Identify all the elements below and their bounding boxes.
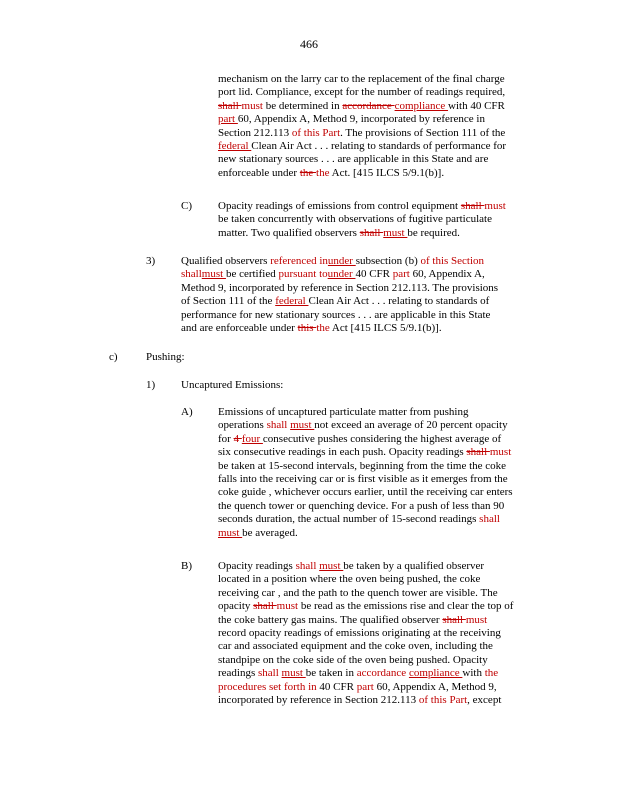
text-run: opacity xyxy=(218,600,254,613)
inserted-text: part xyxy=(392,268,413,281)
section-heading-pushing: Pushing: xyxy=(146,351,185,363)
text-run: be taken concurrently with observations of fugitive particulate xyxy=(218,213,492,226)
text-line xyxy=(218,100,506,113)
text-line xyxy=(218,86,506,99)
inserted-underlined-text: part xyxy=(218,113,238,126)
text-run: , except xyxy=(467,694,502,707)
text-line xyxy=(218,406,513,419)
text-line xyxy=(218,627,513,640)
paragraph-c-upper xyxy=(218,200,506,240)
text-line xyxy=(218,460,513,473)
inserted-text: referenced in xyxy=(270,255,328,267)
paragraph-b xyxy=(218,560,513,707)
item-label-3: 3) xyxy=(146,255,156,267)
text-run: seconds duration, the actual number of 15-second readings xyxy=(218,513,480,526)
text-run: car and associated equipment and the coke oven, including the xyxy=(218,640,493,653)
inserted-text: must xyxy=(276,600,299,613)
text-run: Qualified observers xyxy=(181,255,271,267)
item-label-1: 1) xyxy=(146,379,156,391)
text-line xyxy=(218,473,513,486)
text-run: consecutive pushes considering the highest average of xyxy=(262,432,502,445)
text-line xyxy=(218,527,513,540)
text-line xyxy=(218,167,506,180)
text-run: Section 212.113 xyxy=(218,126,292,139)
inserted-text: of this Part xyxy=(418,694,468,707)
text-run: 60, Appendix A, xyxy=(412,268,485,281)
text-line xyxy=(218,667,513,680)
text-line xyxy=(218,419,513,432)
text-run: Method 9, incorporated by reference in Section 212.113. The provisions xyxy=(181,281,499,294)
text-run: located in a position where the oven being pushed, the coke xyxy=(218,573,481,586)
text-run: with xyxy=(462,667,485,680)
text-run: and are enforceable under xyxy=(181,322,298,335)
text-line xyxy=(218,500,513,513)
text-run: be taken by a qualified observer xyxy=(343,560,485,572)
item-label-c-lower: c) xyxy=(109,351,118,363)
inserted-text: shall xyxy=(266,419,291,432)
text-run: receiving car , and the path to the quench tower are visible. The xyxy=(218,586,498,599)
text-line xyxy=(181,282,498,295)
text-run: 60, Appendix A, Method 9, xyxy=(376,680,497,693)
inserted-text: the xyxy=(484,667,499,680)
item-label-b: B) xyxy=(181,560,192,572)
deleted-text: shall xyxy=(460,200,485,212)
text-line xyxy=(218,213,506,226)
text-run: be taken at 15-second intervals, beginning from the time the coke xyxy=(218,459,507,472)
text-run: enforceable under xyxy=(218,166,300,179)
inserted-underlined-text: federal xyxy=(275,295,309,308)
text-run: Emissions of uncaptured particulate matter from pushing xyxy=(218,406,469,418)
text-run: be required. xyxy=(407,226,460,239)
inserted-text: accordance xyxy=(356,667,409,680)
text-line xyxy=(181,309,498,322)
text-run: Opacity readings xyxy=(218,560,296,572)
text-run: for xyxy=(218,432,234,445)
item-label-c-upper: C) xyxy=(181,200,192,212)
text-run: mechanism on the larry car to the replacement of the final charge xyxy=(218,73,505,85)
inserted-underlined-text: federal xyxy=(218,140,252,153)
text-run: 40 CFR xyxy=(316,680,357,693)
text-line xyxy=(218,600,513,613)
text-run: Clean Air Act . . . relating to standards of xyxy=(308,295,490,308)
inserted-underlined-text: compliance xyxy=(408,667,463,680)
text-run: with 40 CFR xyxy=(448,99,505,112)
text-run: be certified xyxy=(225,268,279,281)
inserted-text: shall xyxy=(181,268,202,281)
text-run: incorporated by reference in Section 212.113 xyxy=(218,694,419,707)
inserted-underlined-text: must xyxy=(218,526,243,539)
text-line xyxy=(218,140,506,153)
text-run: the quench tower or quenching device. For a push of less than 90 xyxy=(218,499,505,512)
inserted-underlined-text: must xyxy=(383,226,408,239)
text-run: of Section 111 of the xyxy=(181,295,276,308)
text-line xyxy=(218,513,513,526)
text-run: the coke battery gas mains. The qualified observer xyxy=(218,613,443,626)
deleted-text: this xyxy=(297,322,317,335)
text-line xyxy=(218,560,513,573)
text-line xyxy=(218,446,513,459)
text-run: readings xyxy=(218,667,259,680)
inserted-text: must xyxy=(484,200,506,212)
inserted-underlined-text: must xyxy=(201,268,226,281)
text-line xyxy=(218,654,513,667)
text-line xyxy=(218,694,513,707)
inserted-underlined-text: must xyxy=(319,560,344,572)
text-line xyxy=(181,255,498,268)
inserted-text: shall xyxy=(295,560,320,572)
text-run: record opacity readings of emissions originating at the receiving xyxy=(218,627,501,640)
inserted-underlined-text: must xyxy=(281,667,306,680)
deleted-text: accordance xyxy=(342,99,395,112)
paragraph-3 xyxy=(181,255,498,335)
text-run: standpipe on the coke side of the oven being pushed. Opacity xyxy=(218,653,488,666)
text-run: new stationary sources . . . are applicable in this State and are xyxy=(218,153,489,166)
subheading-uncaptured-emissions: Uncaptured Emissions: xyxy=(181,379,284,391)
text-run: 60, Appendix A, Method 9, incorporated by reference in xyxy=(237,113,485,126)
text-line xyxy=(218,153,506,166)
text-run: 40 CFR xyxy=(355,268,393,281)
deleted-text: shall xyxy=(442,613,466,626)
inserted-underlined-text: four xyxy=(241,432,263,445)
deleted-text: 4 xyxy=(233,432,242,445)
text-line xyxy=(218,127,506,140)
text-run: Opacity readings of emissions from control equipment xyxy=(218,200,461,212)
inserted-text: part xyxy=(356,680,377,693)
deleted-text: the xyxy=(299,166,317,179)
inserted-text: of this Section xyxy=(420,255,485,267)
text-line xyxy=(181,322,498,335)
text-run: six consecutive readings in each push. Opacity readings xyxy=(218,446,467,459)
inserted-text: must xyxy=(489,446,512,459)
deleted-text: shall xyxy=(218,99,242,112)
inserted-text: the xyxy=(316,166,330,179)
inserted-underlined-text: compliance xyxy=(394,99,449,112)
text-run: Clean Air Act . . . relating to standards of performance for xyxy=(251,140,507,153)
inserted-text: must xyxy=(241,99,266,112)
text-run: Act. [415 ILCS 5/9.1(b)]. xyxy=(329,166,445,179)
text-line xyxy=(218,486,513,499)
item-label-a: A) xyxy=(181,406,193,418)
text-line xyxy=(218,681,513,694)
deleted-text: shall xyxy=(359,226,384,239)
text-run: coke guide , whichever occurs earlier, until the receiving car enters xyxy=(218,486,513,499)
deleted-text: shall xyxy=(466,446,490,459)
page-number: 466 xyxy=(300,37,318,51)
text-line xyxy=(218,113,506,126)
text-line xyxy=(218,227,506,240)
text-run: be determined in xyxy=(265,99,343,112)
text-run: port lid. Compliance, except for the number of readings required, xyxy=(218,86,506,99)
inserted-text: must xyxy=(465,613,488,626)
inserted-text: procedures set forth in xyxy=(218,680,317,693)
inserted-text: the xyxy=(316,322,330,335)
text-line xyxy=(181,268,498,281)
inserted-underlined-text: under xyxy=(327,255,356,267)
text-run: be taken in xyxy=(305,667,357,680)
inserted-text: shall xyxy=(258,667,282,680)
text-run: subsection (b) xyxy=(355,255,421,267)
text-line xyxy=(218,587,513,600)
text-run: be read as the emissions rise and clear the top of xyxy=(298,600,514,613)
text-line xyxy=(218,73,506,86)
inserted-underlined-text: under xyxy=(327,268,356,281)
inserted-text: pursuant to xyxy=(278,268,328,281)
text-run: Act [415 ILCS 5/9.1(b)]. xyxy=(329,322,442,335)
deleted-text: shall xyxy=(253,600,277,613)
text-line xyxy=(181,295,498,308)
text-line xyxy=(218,200,506,213)
text-line xyxy=(218,614,513,627)
text-run: be averaged. xyxy=(242,526,298,539)
text-line xyxy=(218,640,513,653)
text-run: matter. Two qualified observers xyxy=(218,226,360,239)
text-line xyxy=(218,433,513,446)
text-run: . The provisions of Section 111 of the xyxy=(340,126,506,139)
text-run: not exceed an average of 20 percent opacity xyxy=(314,419,508,432)
text-run: falls into the receiving car or is first visible as it emerges from the xyxy=(218,473,508,486)
inserted-underlined-text: must xyxy=(290,419,315,432)
inserted-text: shall xyxy=(479,513,500,526)
text-line xyxy=(218,573,513,586)
paragraph-b-continuation xyxy=(218,73,506,180)
text-run: operations xyxy=(218,419,267,432)
inserted-text: of this Part xyxy=(291,126,341,139)
text-run: performance for new stationary sources . . . are applicable in this State xyxy=(181,308,491,321)
paragraph-a xyxy=(218,406,513,540)
